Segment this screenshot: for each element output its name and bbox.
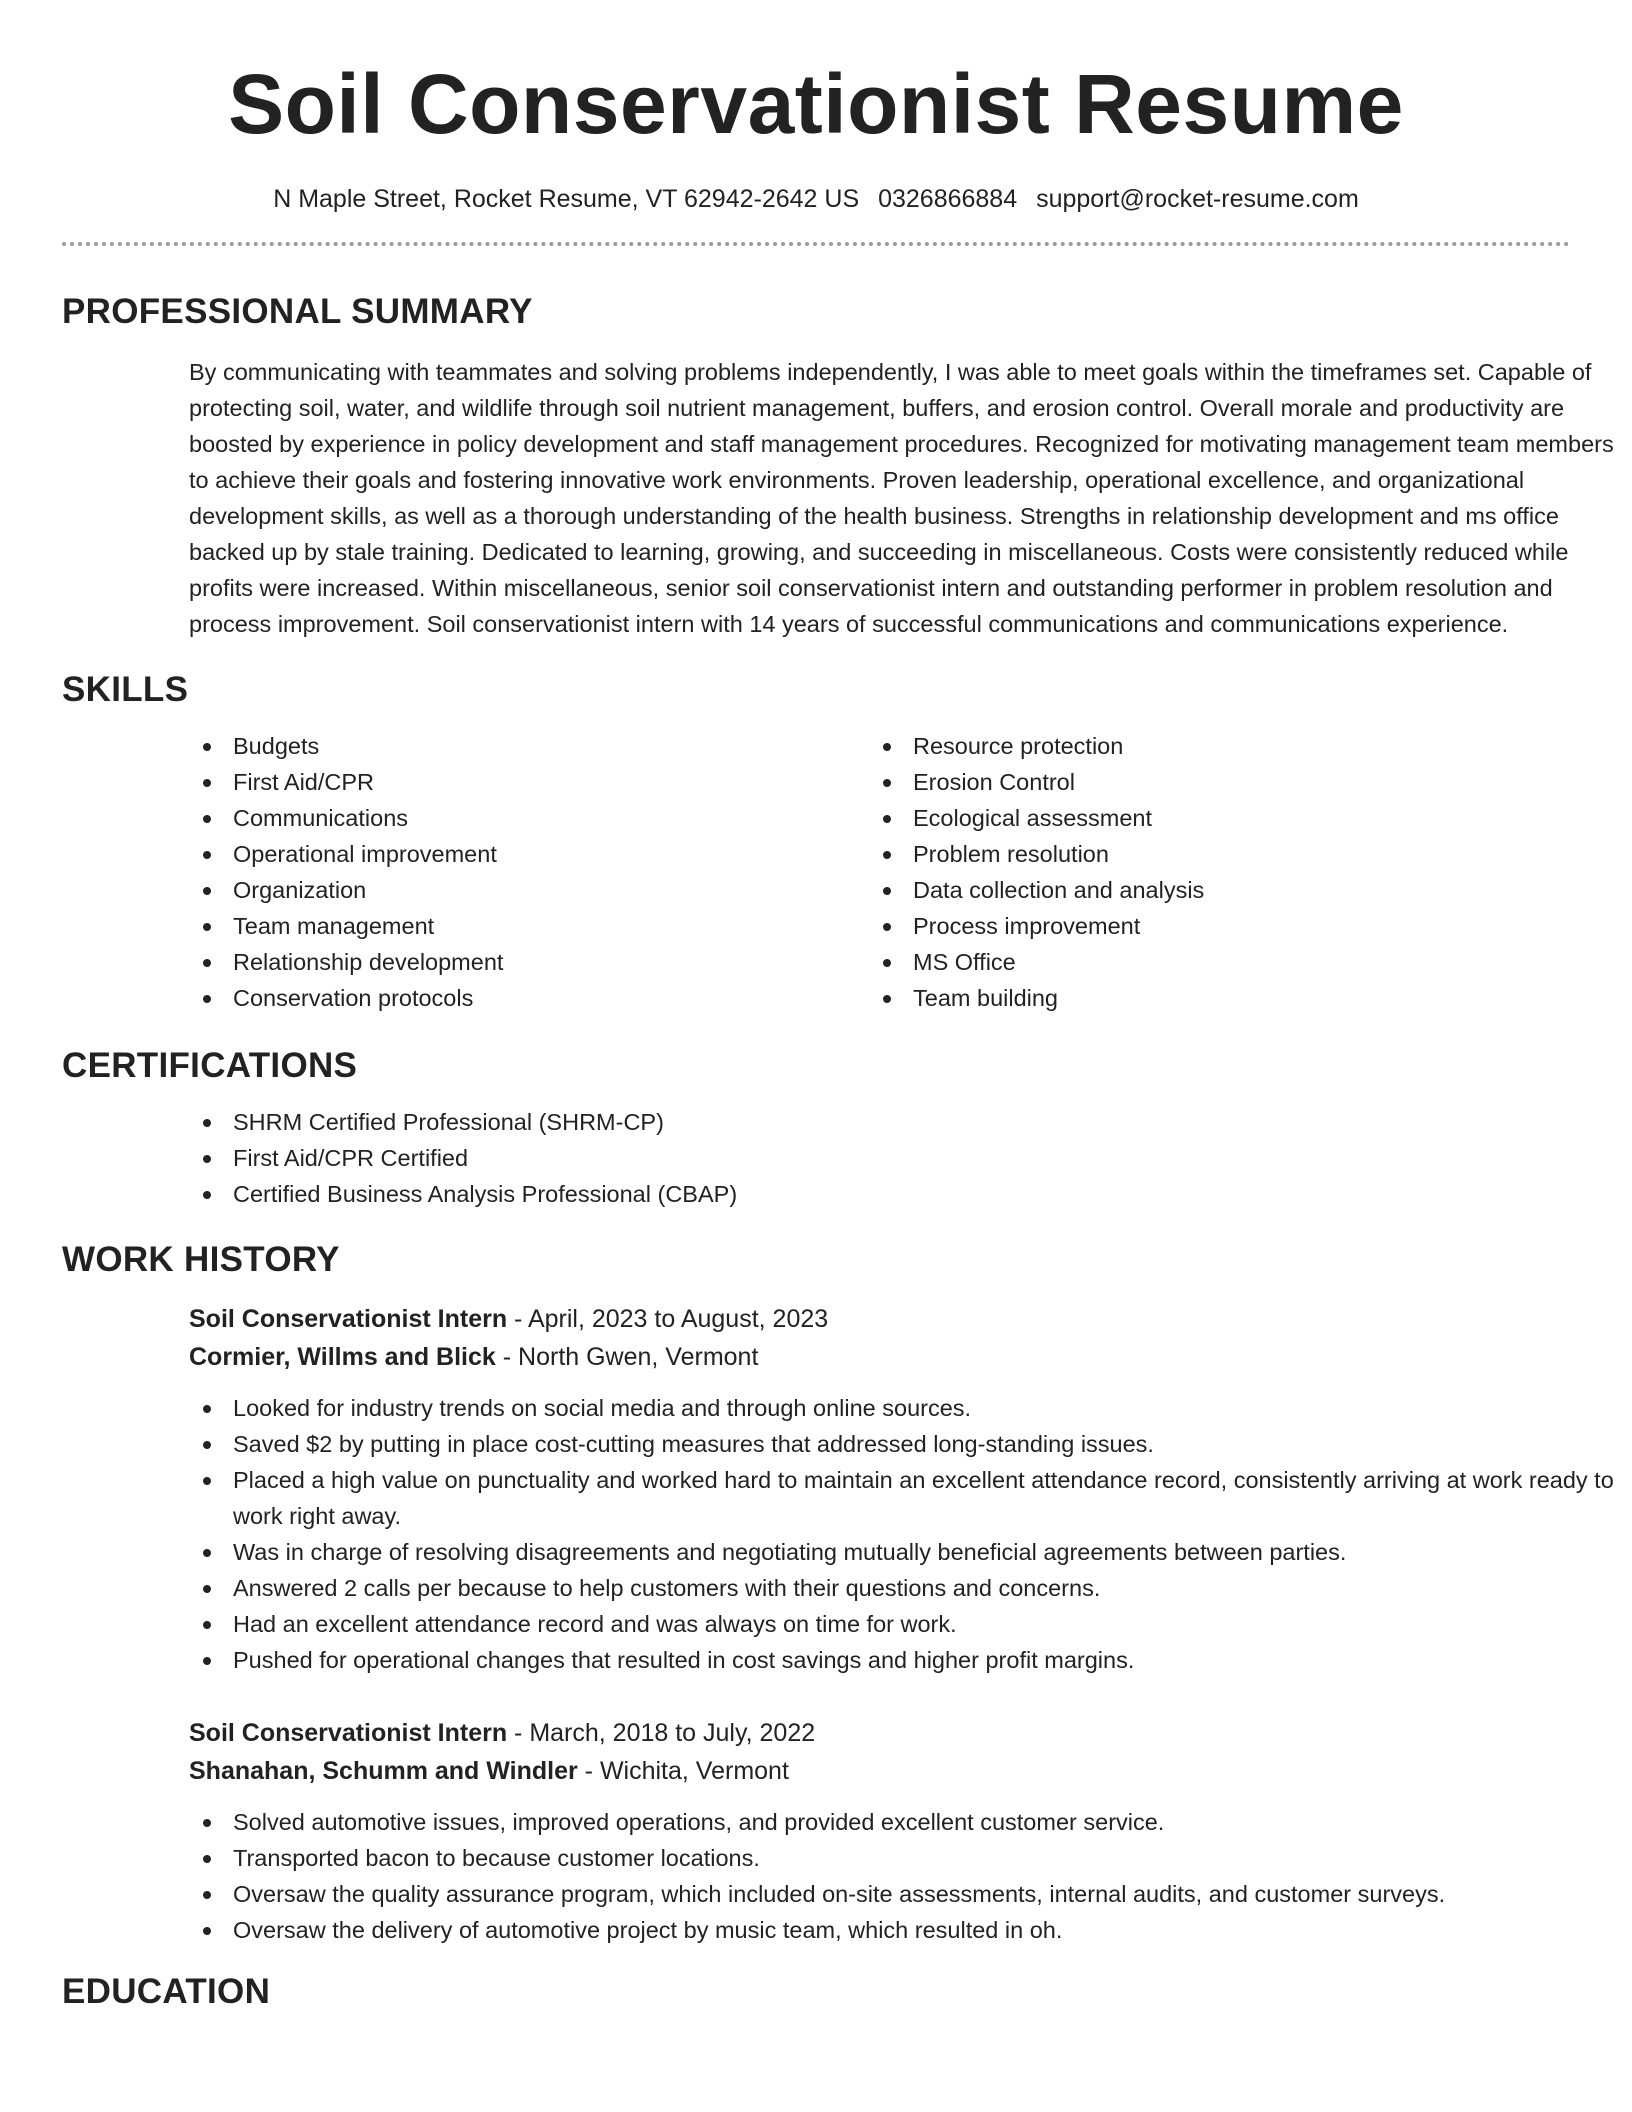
skill-item: Team management xyxy=(189,908,869,944)
job-dates: - March, 2018 to July, 2022 xyxy=(507,1719,816,1747)
job-duty-item: Oversaw the quality assurance program, which included on-site assessments, internal audits, and customer surveys. xyxy=(189,1876,1629,1912)
header-divider xyxy=(62,242,1570,246)
job-duty-item: Was in charge of resolving disagreements and negotiating mutually beneficial agreements between parties. xyxy=(189,1534,1629,1570)
skills-section xyxy=(62,668,1570,1016)
skill-item: Resource protection xyxy=(869,728,1549,764)
skill-item: Team building xyxy=(869,980,1549,1016)
job-duty-item: Answered 2 calls per because to help customers with their questions and concerns. xyxy=(189,1570,1629,1606)
skill-item: Process improvement xyxy=(869,908,1549,944)
skills-columns xyxy=(189,728,1570,1016)
section-title-summary: PROFESSIONAL SUMMARY xyxy=(62,292,533,331)
professional-summary-section xyxy=(62,290,1614,642)
job-duty-item: Saved $2 by putting in place cost-cutting measures that addressed long-standing issues. xyxy=(189,1426,1629,1462)
job-entry xyxy=(189,1714,1570,1948)
job-title: Soil Conservationist Intern xyxy=(189,1719,508,1747)
skill-item: Communications xyxy=(189,800,869,836)
section-title-skills: SKILLS xyxy=(62,670,189,709)
job-title-line xyxy=(189,1714,1570,1752)
job-title-line xyxy=(189,1300,1570,1338)
job-duty-item: Pushed for operational changes that resulted in cost savings and higher profit margins. xyxy=(189,1642,1629,1678)
skill-item: Conservation protocols xyxy=(189,980,869,1016)
contact-line xyxy=(62,182,1570,216)
job-entry xyxy=(189,1300,1614,1678)
skill-item: Ecological assessment xyxy=(869,800,1549,836)
skill-item: Organization xyxy=(189,872,869,908)
job-company: Shanahan, Schumm and Windler xyxy=(189,1757,578,1785)
job-duty-item: Oversaw the delivery of automotive project by music team, which resulted in oh. xyxy=(189,1912,1629,1948)
job-duty-item: Had an excellent attendance record and was always on time for work. xyxy=(189,1606,1629,1642)
job-duty-item: Transported bacon to because customer locations. xyxy=(189,1840,1629,1876)
section-title-work-history: WORK HISTORY xyxy=(62,1240,340,1279)
job-duties-list xyxy=(189,1390,1629,1678)
skill-item: First Aid/CPR xyxy=(189,764,869,800)
certifications-section xyxy=(62,1044,1570,1212)
skill-item: Relationship development xyxy=(189,944,869,980)
job-location: - Wichita, Vermont xyxy=(577,1757,789,1785)
skill-item: Data collection and analysis xyxy=(869,872,1549,908)
certification-item: First Aid/CPR Certified xyxy=(189,1140,1570,1176)
resume-title: Soil Conservationist Resume xyxy=(228,57,1404,151)
work-history-section xyxy=(62,1238,1614,1948)
certification-item: Certified Business Analysis Professional (CBAP) xyxy=(189,1176,1570,1212)
certifications-list xyxy=(189,1104,1570,1212)
job-duty-item: Placed a high value on punctuality and worked hard to maintain an excellent attendance record, consistently arriving at work ready to work right away. xyxy=(189,1462,1629,1534)
certification-item: SHRM Certified Professional (SHRM-CP) xyxy=(189,1104,1570,1140)
job-company: Cormier, Willms and Blick xyxy=(189,1343,496,1371)
job-duty-item: Looked for industry trends on social media and through online sources. xyxy=(189,1390,1629,1426)
skill-item: Erosion Control xyxy=(869,764,1549,800)
job-location: - North Gwen, Vermont xyxy=(495,1343,759,1371)
skill-item: Problem resolution xyxy=(869,836,1549,872)
contact-address: N Maple Street, Rocket Resume, VT 62942-2642 US xyxy=(273,185,860,213)
education-section xyxy=(62,1970,1570,2014)
job-title: Soil Conservationist Intern xyxy=(189,1305,508,1333)
job-company-line xyxy=(189,1338,1570,1376)
skill-item: Budgets xyxy=(189,728,869,764)
job-duty-item: Solved automotive issues, improved operations, and provided excellent customer service. xyxy=(189,1804,1629,1840)
summary-text: By communicating with teammates and solving problems independently, I was able to meet goals within the timeframes set. Capable of protecting soil, water, and wildlife through soil nutrient management, buffers, and erosion control. Overall morale and productivity are boosted by experience in policy development and staff management procedures. Recognized for motivating management team members to achieve their goals and fostering innovative work environments. Proven leadership, operational excellence, and organizational development skills, as well as a thorough understanding of the health business. Strengths in relationship development and ms office backed up by stale training. Dedicated to learning, growing, and succeeding in miscellaneous. Costs were consistently reduced while profits were increased. Within miscellaneous, senior soil conservationist intern and outstanding performer in problem resolution and process improvement. Soil conservationist intern with 14 years of successful communications and communications experience. xyxy=(189,359,1614,637)
contact-phone: 0326866884 xyxy=(878,185,1018,213)
section-title-certifications: CERTIFICATIONS xyxy=(62,1046,358,1085)
section-title-education: EDUCATION xyxy=(62,1972,271,2011)
skills-list-left xyxy=(189,728,869,1016)
skill-item: MS Office xyxy=(869,944,1549,980)
skills-list-right xyxy=(869,728,1549,1016)
job-duties-list xyxy=(189,1804,1629,1948)
job-company-line xyxy=(189,1752,1570,1790)
job-dates: - April, 2023 to August, 2023 xyxy=(507,1305,829,1333)
skill-item: Operational improvement xyxy=(189,836,869,872)
contact-email: support@rocket-resume.com xyxy=(1036,185,1359,213)
